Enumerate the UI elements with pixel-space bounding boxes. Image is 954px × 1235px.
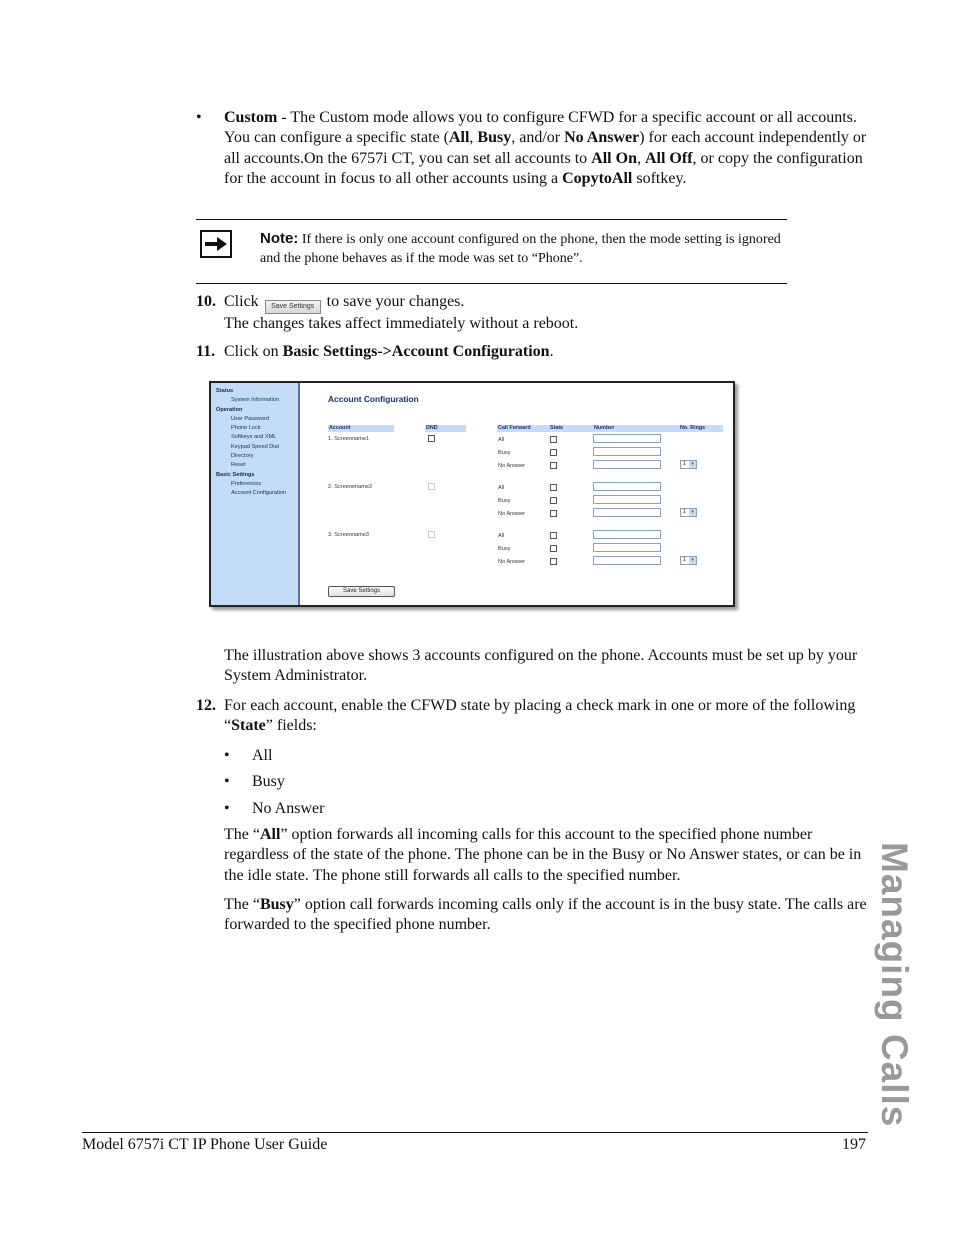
busy-option-paragraph: [224, 895, 872, 936]
all-option-paragraph: [224, 825, 872, 886]
step-11: [224, 342, 872, 362]
number-input-no-answer[interactable]: [593, 460, 661, 469]
text-span: .: [549, 343, 554, 360]
header-state: State: [549, 425, 593, 432]
bold-all: All: [448, 129, 470, 147]
state-checkbox-busy[interactable]: [550, 545, 557, 552]
text-span: The changes takes affect immediately without a reboot.: [224, 315, 579, 332]
text-span: ,: [636, 149, 645, 167]
step-10: [224, 292, 872, 334]
header-call-forward: Call Forward: [497, 425, 549, 432]
bullet-dot: •: [224, 773, 230, 790]
account-name: 3. Screenname3: [328, 532, 370, 538]
bullet-dot: •: [224, 800, 230, 817]
number-input-no-answer[interactable]: [593, 508, 661, 517]
dnd-checkbox[interactable]: [428, 483, 435, 490]
mode-label-all: All: [498, 485, 505, 491]
rings-value: 1: [683, 461, 687, 467]
state-checkbox-no-answer[interactable]: [550, 558, 557, 565]
bullet-no-answer: No Answer: [252, 800, 325, 817]
text-span: - The Custom mode allows you to configure CFWD for a specific account or all accounts. You can configure a specific state (: [224, 109, 857, 147]
text-span: The “: [224, 826, 260, 843]
number-input-all[interactable]: [593, 530, 661, 539]
term-custom: Custom: [224, 109, 278, 126]
save-settings-button[interactable]: Save Settings: [328, 586, 395, 597]
dnd-checkbox[interactable]: [428, 435, 435, 442]
number-input-all[interactable]: [593, 482, 661, 491]
config-main-panel: [300, 383, 733, 605]
sidebar-item-keypad-speed-dial[interactable]: Keypad Speed Dial: [231, 443, 279, 450]
mode-label-no-answer: No Answer: [498, 511, 526, 517]
text-span: , or copy the configuration for the account in focus to all other accounts using a: [224, 149, 863, 188]
state-checkbox-busy[interactable]: [550, 449, 557, 456]
text-span: , and/or: [511, 129, 565, 147]
mode-label-all: All: [498, 437, 505, 443]
mode-label-busy: Busy: [498, 498, 511, 504]
sidebar-item-reset[interactable]: Reset: [231, 462, 246, 469]
sidebar-group-basic-settings[interactable]: Basic Settings: [216, 471, 255, 478]
text-span: ,: [469, 129, 478, 147]
bold-copytoall: CopytoAll: [562, 170, 633, 188]
step-12: [224, 696, 872, 737]
number-input-busy[interactable]: [593, 447, 661, 456]
text-span: Click on: [224, 343, 283, 360]
bold-all-off: All Off: [644, 149, 693, 167]
custom-mode-paragraph: [224, 108, 872, 190]
rings-value: 1: [683, 557, 687, 563]
rings-select[interactable]: [680, 460, 697, 469]
state-checkbox-all[interactable]: [550, 484, 557, 491]
footer-divider: [82, 1132, 868, 1133]
bullet-all: All: [252, 747, 273, 764]
step-number: 10.: [196, 293, 216, 310]
text-span: For each account, enable the CFWD state by placing a check mark in one or more of the following “: [224, 697, 856, 735]
account-name: 2. Screenename2: [328, 484, 373, 490]
rings-value: 1: [683, 509, 687, 515]
header-no-rings: No. Rings: [679, 425, 723, 432]
sidebar-group-status[interactable]: Status: [216, 388, 234, 394]
number-input-busy[interactable]: [593, 543, 661, 552]
account-configuration-screenshot: [209, 381, 735, 607]
mode-label-no-answer: No Answer: [498, 559, 526, 565]
state-checkbox-busy[interactable]: [550, 497, 557, 504]
arrow-right-icon: [205, 237, 227, 251]
sidebar-item-directory[interactable]: Directory: [231, 453, 254, 460]
step-number: 11.: [196, 343, 216, 360]
step-number: 12.: [196, 697, 216, 714]
chevron-down-icon: ▾: [689, 509, 696, 516]
header-dnd: DND: [425, 425, 466, 432]
note-body: If there is only one account configured on the phone, then the mode setting is ignored and the phone behaves as if the mode was set to “Phone”.: [260, 232, 781, 266]
bold-menu-path: Basic Settings->Account Configuration: [282, 343, 550, 360]
header-account: Account: [328, 425, 394, 432]
bullet-dot: •: [224, 747, 230, 764]
text-span: ” option call forwards incoming calls only if the account is in the busy state. The calls are forwarded to the specified phone number.: [224, 896, 867, 934]
text-span: Click: [224, 293, 263, 310]
mode-label-busy: Busy: [498, 546, 511, 552]
note-arrow-box: [200, 230, 232, 258]
header-number: Number: [593, 425, 679, 432]
sidebar-item-softkeys-xml[interactable]: Softkeys and XML: [231, 434, 277, 441]
bold-all: All: [259, 826, 281, 843]
bold-busy: Busy: [477, 129, 512, 147]
note-label: Note:: [260, 230, 299, 247]
dnd-checkbox[interactable]: [428, 531, 435, 538]
text-span: to save your changes.: [322, 293, 465, 310]
rings-select[interactable]: [680, 508, 697, 517]
bold-all-on: All On: [591, 149, 637, 167]
rings-select[interactable]: [680, 556, 697, 565]
bold-no-answer: No Answer: [564, 129, 640, 147]
bold-busy: Busy: [259, 896, 294, 913]
state-checkbox-no-answer[interactable]: [550, 462, 557, 469]
sidebar-item-preferences[interactable]: Preferences: [231, 480, 262, 487]
save-settings-inline-button: Save Settings: [265, 300, 321, 314]
mode-label-no-answer: No Answer: [498, 463, 526, 469]
sidebar-item-account-configuration[interactable]: Account Configuration: [231, 490, 287, 497]
page-title: Account Configuration: [328, 394, 419, 404]
chapter-side-tab: Managing Calls: [874, 842, 915, 1128]
sidebar-item-system-information[interactable]: System Information: [231, 397, 280, 404]
sidebar-item-phone-lock[interactable]: Phone Lock: [231, 425, 261, 432]
bullet-dot: •: [196, 109, 202, 126]
state-checkbox-no-answer[interactable]: [550, 510, 557, 517]
text-span: ” fields:: [265, 717, 317, 735]
sidebar-group-operation[interactable]: Operation: [216, 406, 243, 413]
text-span: softkey.: [632, 170, 687, 188]
number-input-all[interactable]: [593, 434, 661, 443]
state-checkbox-all[interactable]: [550, 532, 557, 539]
state-checkbox-all[interactable]: [550, 436, 557, 443]
note-top-divider: [196, 219, 787, 220]
account-name: 1. Screenname1: [328, 436, 370, 442]
text-span: ” option forwards all incoming calls for this account to the specified phone number regardless of the state of the phone. The phone can be in the Busy or No Answer states, or can be in the idle state. The phone still forwards all calls to the specified number.: [224, 826, 862, 884]
footer-title: Model 6757i CT IP Phone User Guide: [82, 1136, 328, 1153]
note-text: [260, 229, 790, 268]
bullet-busy: Busy: [252, 773, 285, 790]
number-input-busy[interactable]: [593, 495, 661, 504]
sidebar-nav: [211, 383, 300, 605]
number-input-no-answer[interactable]: [593, 556, 661, 565]
bold-state: State: [231, 717, 266, 735]
text-span: The “: [224, 896, 260, 913]
sidebar-item-user-password[interactable]: User Password: [231, 415, 269, 422]
text-span: ) for each account independently or all accounts.On the 6757i CT, you can set all accounts to: [224, 129, 867, 167]
illustration-caption: The illustration above shows 3 accounts configured on the phone. Accounts must be set up by your System Administrator.: [224, 647, 858, 685]
note-bottom-divider: [196, 283, 787, 284]
chevron-down-icon: ▾: [689, 461, 696, 468]
chevron-down-icon: ▾: [689, 557, 696, 564]
mode-label-busy: Busy: [498, 450, 511, 456]
mode-label-all: All: [498, 533, 505, 539]
page-number: 197: [842, 1136, 866, 1153]
